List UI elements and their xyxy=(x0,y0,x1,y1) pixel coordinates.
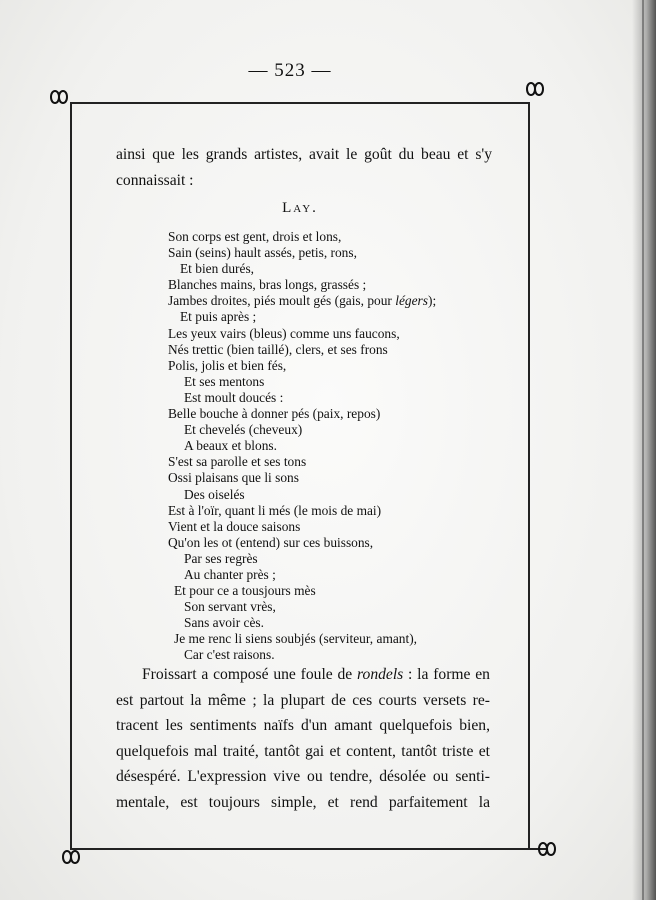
poem-line: Et puis après ; xyxy=(180,309,257,325)
text-line: tracent les sentiments naïfs d'un amant quelquefois bien, xyxy=(116,717,490,735)
poem-line: Des oiselés xyxy=(184,486,245,502)
poem-line: Et ses mentons xyxy=(184,373,265,389)
poem-line: Car c'est raisons. xyxy=(184,647,275,663)
corner-ornament-icon xyxy=(60,846,82,868)
page-edge-shadow xyxy=(632,0,656,900)
poem-line: Par ses regrès xyxy=(184,550,258,566)
text-line: quelquefois mal traité, tantôt gai et content, tantôt triste et xyxy=(116,742,490,760)
poem-line: Qu'on les ot (entend) sur ces buissons, xyxy=(168,534,374,550)
text-line: désespéré. L'expression vive ou tendre, désolée ou senti- xyxy=(116,768,490,786)
corner-ornament-icon xyxy=(48,86,70,108)
poem-line: Et chevelés (cheveux) xyxy=(184,422,303,438)
poem xyxy=(168,229,488,664)
poem-line: Nés trettic (bien taillé), clers, et ses frons xyxy=(168,341,388,357)
corner-ornament-icon xyxy=(536,838,558,860)
text-line: connaissait : xyxy=(116,172,194,189)
poem-title: Lay. xyxy=(282,200,318,216)
poem-line: Est moult doucés : xyxy=(184,389,284,405)
text-line: ainsi que les grands artistes, avait le goût du beau et s'y xyxy=(116,146,492,163)
poem-line: S'est sa parolle et ses tons xyxy=(168,454,307,470)
page-edge-line xyxy=(642,0,644,900)
poem-line: Les yeux vairs (bleus) comme uns faucons, xyxy=(168,325,400,341)
poem-line: Son corps est gent, drois et lons, xyxy=(168,229,342,244)
poem-line: Blanches mains, bras longs, grassés ; xyxy=(168,277,367,293)
corner-ornament-icon xyxy=(524,78,546,100)
page-number: — 523 — xyxy=(248,60,332,81)
poem-line: A beaux et blons. xyxy=(184,438,277,454)
poem-line: Vient et la douce saisons xyxy=(168,518,301,534)
text-line: mentale, est toujours simple, et rend parfaitement la xyxy=(116,793,490,811)
frame-bottom-border xyxy=(70,848,546,850)
body-paragraph xyxy=(116,662,490,816)
intro-text xyxy=(116,142,492,194)
poem-line: Son servant vrès, xyxy=(184,599,276,615)
poem-line: Et pour ce a tousjours mès xyxy=(174,583,316,599)
poem-line: Ossi plaisans que li sons xyxy=(168,470,299,486)
poem-line: Belle bouche à donner pés (paix, repos) xyxy=(168,406,381,422)
text-line: Froissart a composé une foule de rondels : la forme en xyxy=(142,666,490,683)
poem-line: Est à l'oïr, quant li més (le mois de mai) xyxy=(168,502,382,518)
poem-line: Au chanter près ; xyxy=(184,566,276,582)
poem-line: Et bien durés, xyxy=(180,261,255,277)
poem-line: Je me renc li siens soubjés (serviteur, amant), xyxy=(174,631,418,647)
poem-line: Jambes droites, piés moult gés (gais, pour légers); xyxy=(168,293,437,309)
poem-line: Polis, jolis et bien fés, xyxy=(168,357,287,373)
text-line: est partout la même ; la plupart de ces courts versets re- xyxy=(116,691,490,709)
poem-line: Sain (seins) hault assés, petis, rons, xyxy=(168,245,357,261)
poem-line: Sans avoir cès. xyxy=(184,615,264,631)
frame-top-border xyxy=(70,102,530,104)
